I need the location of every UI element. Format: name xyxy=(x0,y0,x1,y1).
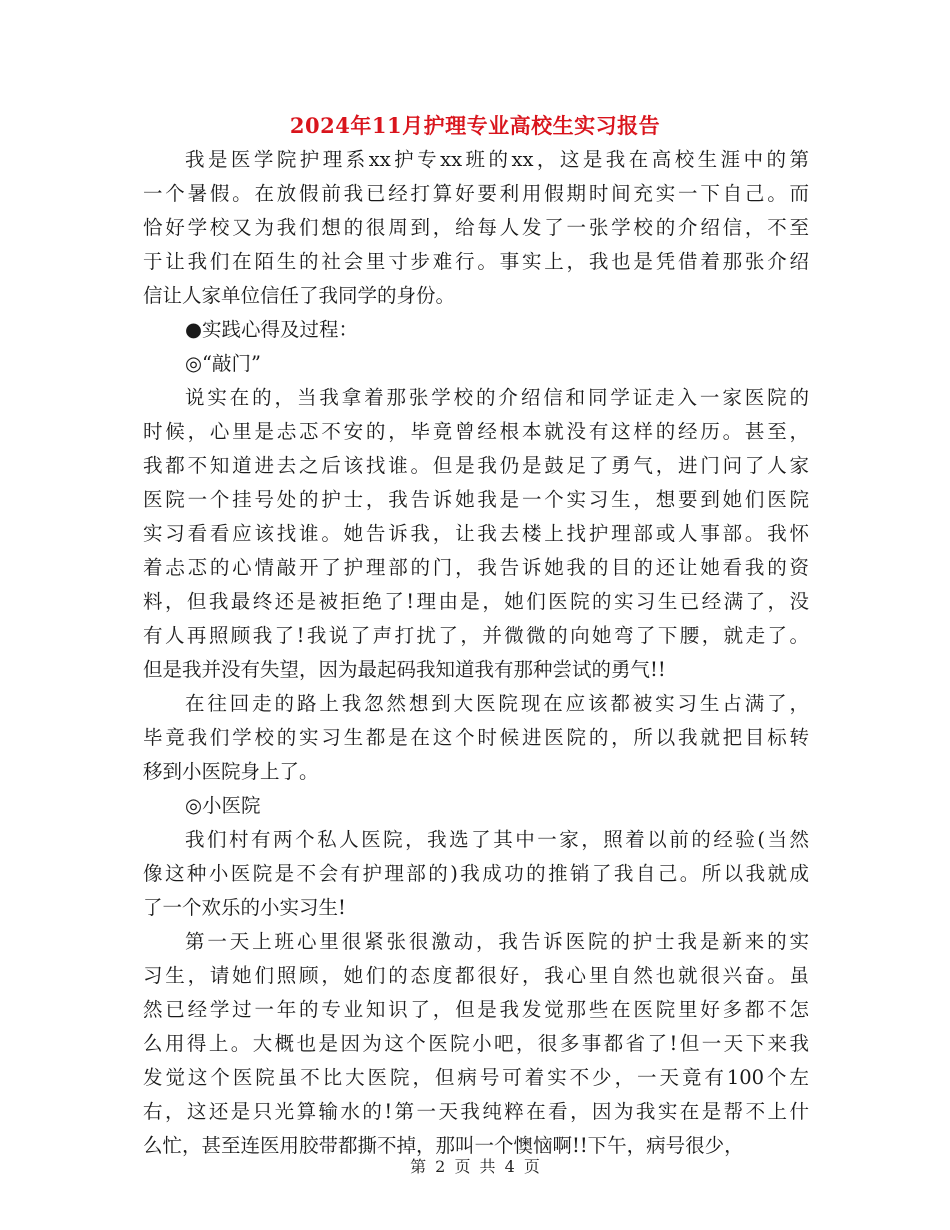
text-line: 但是我并没有失望，因为最起码我知道我有那种尝试的勇气!! xyxy=(143,658,666,681)
text-line: 像这种小医院是不会有护理部的)我成功的推销了我自己。所以我就成 xyxy=(143,862,809,885)
text-line: 发觉这个医院虽不比大医院，但病号可着实不少，一天竟有100个左 xyxy=(143,1066,809,1089)
text-line: ◎小医院 xyxy=(185,794,261,817)
text-line: 料，但我最终还是被拒绝了!理由是，她们医院的实习生已经满了，没 xyxy=(143,590,809,613)
text-line: 着忐忑的心情敲开了护理部的门，我告诉她我的目的还让她看我的资 xyxy=(143,556,809,579)
text-line: 于让我们在陌生的社会里寸步难行。事实上，我也是凭借着那张介绍 xyxy=(143,250,809,273)
text-line: 右，这还是只光算输水的!第一天我纯粹在看，因为我实在是帮不上什 xyxy=(143,1100,809,1123)
text-line: 么忙，甚至连医用胶带都撕不掉，那叫一个懊恼啊!!下午，病号很少， xyxy=(143,1134,744,1157)
document-title: 2024年11月护理专业高校生实习报告 xyxy=(289,113,661,138)
text-line: 第一天上班心里很紧张很激动，我告诉医院的护士我是新来的实 xyxy=(185,930,809,953)
text-line: ●实践心得及过程： xyxy=(185,318,359,341)
text-line: 说实在的，当我拿着那张学校的介绍信和同学证走入一家医院的 xyxy=(185,386,809,409)
text-line: 在往回走的路上我忽然想到大医院现在应该都被实习生占满了， xyxy=(185,692,809,715)
text-line: 移到小医院身上了。 xyxy=(143,760,319,783)
text-line: 么用得上。大概也是因为这个医院小吧，很多事都省了!但一天下来我 xyxy=(143,1032,809,1055)
text-line: 然已经学过一年的专业知识了，但是我发觉那些在医院里好多都不怎 xyxy=(143,998,809,1021)
text-line: 毕竟我们学校的实习生都是在这个时候进医院的，所以我就把目标转 xyxy=(143,726,809,749)
page-footer: 第 2 页 共 4 页 xyxy=(410,1157,540,1176)
text-line: 医院一个挂号处的护士，我告诉她我是一个实习生，想要到她们医院 xyxy=(143,488,809,511)
text-line: 恰好学校又为我们想的很周到，给每人发了一张学校的介绍信，不至 xyxy=(143,216,809,239)
text-line: 实习看看应该找谁。她告诉我，让我去楼上找护理部或人事部。我怀 xyxy=(143,522,809,545)
text-line: 习生，请她们照顾，她们的态度都很好，我心里自然也就很兴奋。虽 xyxy=(143,964,809,987)
text-line: 了一个欢乐的小实习生! xyxy=(143,896,346,919)
text-line: 我们村有两个私人医院，我选了其中一家，照着以前的经验(当然 xyxy=(185,828,809,851)
text-line: 信让人家单位信任了我同学的身份。 xyxy=(143,284,456,307)
text-line: ◎“敲门” xyxy=(185,352,261,375)
document-body xyxy=(143,143,809,1163)
text-line: 时候，心里是忐忑不安的，毕竟曾经根本就没有这样的经历。甚至， xyxy=(143,420,809,443)
text-line: 有人再照顾我了!我说了声打扰了，并微微的向她弯了下腰，就走了。 xyxy=(143,624,809,647)
text-line: 我是医学院护理系xx护专xx班的xx，这是我在高校生涯中的第 xyxy=(185,148,809,171)
text-line: 我都不知道进去之后该找谁。但是我仍是鼓足了勇气，进门问了人家 xyxy=(143,454,809,477)
text-line: 一个暑假。在放假前我已经打算好要利用假期时间充实一下自己。而 xyxy=(143,182,809,205)
